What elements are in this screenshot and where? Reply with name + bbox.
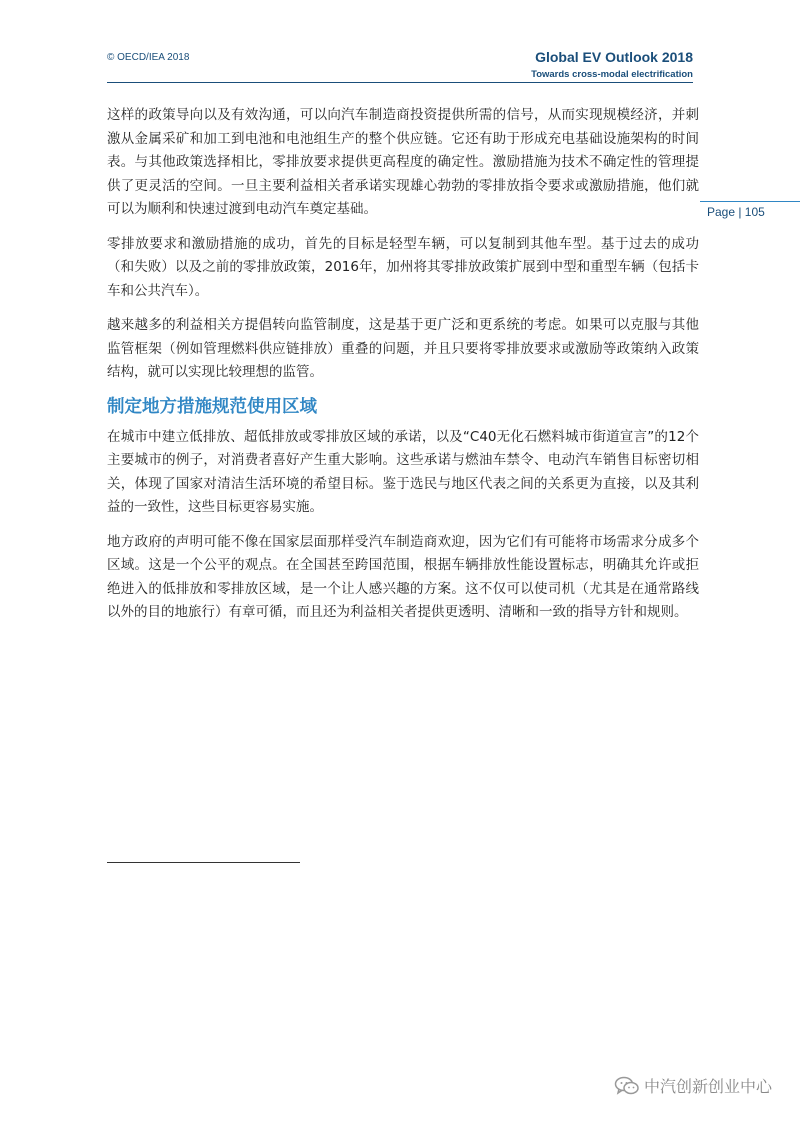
paragraph: 越来越多的利益相关方提倡转向监管制度，这是基于更广泛和更系统的考虑。如果可以克服与其他监管框架（例如管理燃料供应链排放）重叠的问题，并且只要将零排放要求或激励等政策纳入政策结构，就可以实现比较理想的监管。 (107, 317, 699, 380)
header-block (531, 49, 693, 81)
header-divider (107, 82, 693, 83)
footnote-divider (107, 862, 300, 863)
paragraph: 地方政府的声明可能不像在国家层面那样受汽车制造商欢迎，因为它们有可能将市场需求分成多个区域。这是一个公平的观点。在全国甚至跨国范围，根据车辆排放性能设置标志，明确其允许或拒绝进入的低排放和零排放区域，是一个让人感兴趣的方案。这不仅可以使司机（尤其是在通常路线以外的目的地旅行）有章可循，而且还为利益相关者提供更透明、清晰和一致的指导方针和规则。 (107, 533, 699, 620)
header-subtitle: Towards cross-modal electrification (531, 69, 693, 80)
paragraph: 在城市中建立低排放、超低排放或零排放区域的承诺，以及“C40无化石燃料城市街道宣言”的12个主要城市的例子，对消费者喜好产生重大影响。这些承诺与燃油车禁令、电动汽车销售目标密切相关，体现了国家对清洁生活环境的希望目标。鉴于选民与地区代表之间的关系更为直接，以及其利益的一致性，这些目标更容易实施。 (107, 428, 699, 515)
paragraph: 零排放要求和激励措施的成功，首先的目标是轻型车辆，可以复制到其他车型。基于过去的成功（和失败）以及之前的零排放政策，2016年，加州将其零排放政策扩展到中型和重型车辆（包括卡车和公共汽车）。 (107, 235, 699, 299)
watermark (614, 1074, 772, 1097)
section-heading: 制定地方措施规范使用区域 (107, 396, 317, 417)
main-content (107, 104, 699, 636)
header-copyright: © OECD/IEA 2018 (107, 52, 190, 63)
page-number: Page | 105 (707, 205, 765, 219)
header-title: Global EV Outlook 2018 (535, 49, 693, 65)
watermark-text: 中汽创新创业中心 (643, 1077, 772, 1096)
paragraph: 这样的政策导向以及有效沟通，可以向汽车制造商投资提供所需的信号，从而实现规模经济，并刺激从金属采矿和加工到电池和电池组生产的整个供应链。它还有助于形成充电基础设施架构的时间表。与其他政策选择相比，零排放要求提供更高程度的确定性。激励措施为技术不确定性的管理提供了更灵活的空间。一旦主要利益相关者承诺实现雄心勃勃的零排放指令要求或激励措施，他们就可以为顺利和快速过渡到电动汽车奠定基础。 (107, 107, 699, 217)
page-number-rule (700, 201, 800, 202)
wechat-icon (614, 1075, 640, 1097)
